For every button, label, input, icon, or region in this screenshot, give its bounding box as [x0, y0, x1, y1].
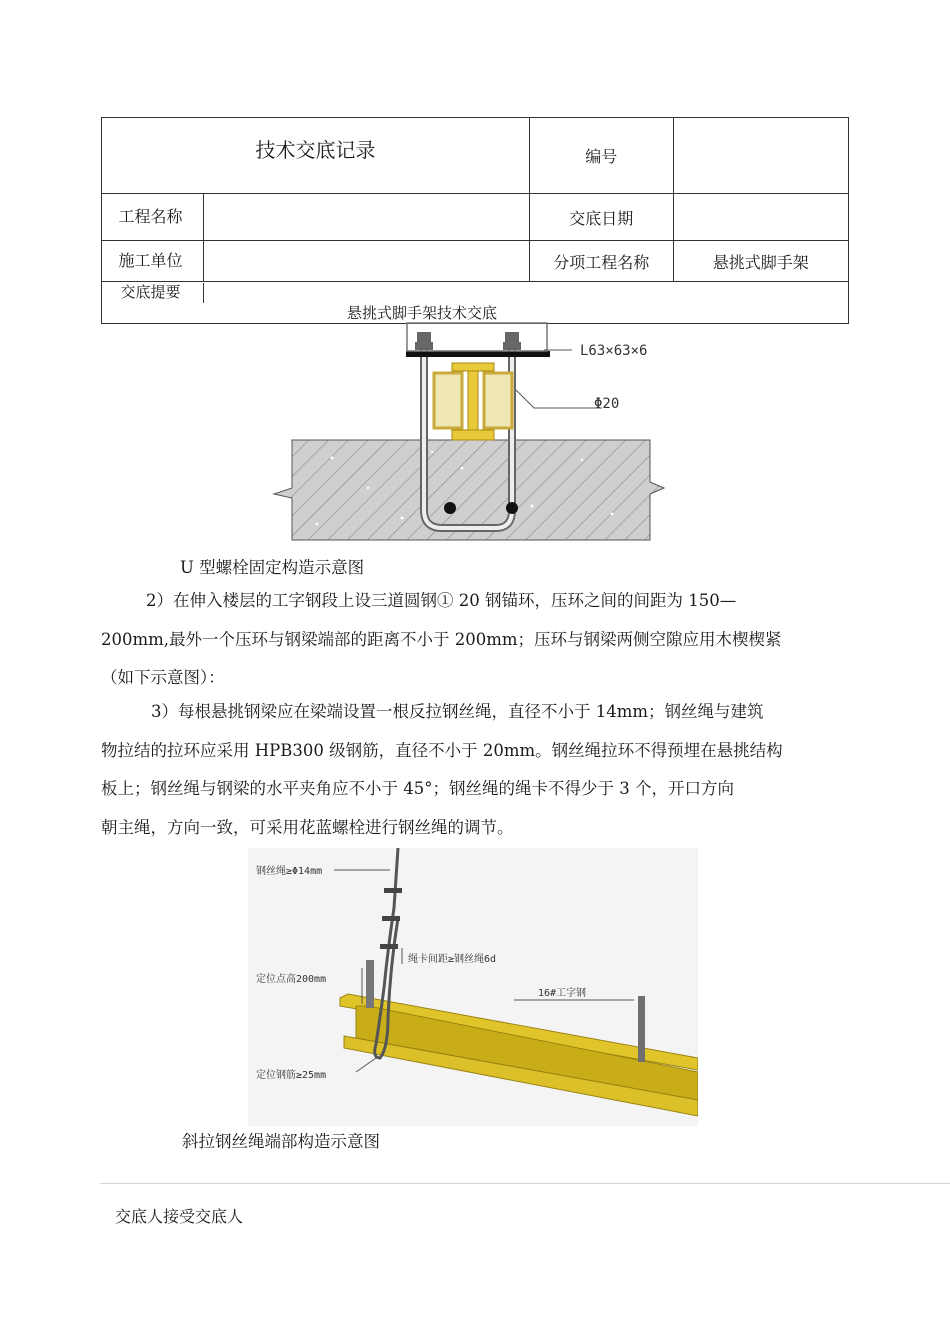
- date-label: 交底日期: [529, 194, 673, 241]
- cell-divider: [203, 283, 204, 303]
- footer-separator: [100, 1183, 950, 1184]
- cell-divider: [203, 194, 204, 240]
- figure1-caption: U 型螺栓固定构造示意图: [180, 558, 365, 577]
- wire-rope-diagram: [248, 848, 698, 1126]
- label-rope: 钢丝绳≥Φ14mm: [256, 866, 323, 877]
- rebar-positioning-right: [638, 996, 645, 1062]
- rebar-positioning-left: [366, 960, 374, 1008]
- number-value: [673, 118, 849, 194]
- label-position-point: 定位点高200mm: [256, 974, 327, 985]
- label-rod: Φ20: [594, 396, 620, 412]
- p2-line3: （如下示意图）：: [101, 668, 225, 687]
- p3-line1: 3）每根悬挑钢梁应在梁端设置一根反拉钢丝绳，直径不小于 14mm；钢丝绳与建筑: [151, 702, 764, 721]
- i-beam-flange-bottom: [452, 430, 494, 440]
- i-beam-flange-top: [452, 363, 494, 371]
- number-label: 编号: [529, 118, 673, 194]
- summary-value: 悬挑式脚手架技术交底: [346, 304, 497, 322]
- wood-block-right: [484, 373, 512, 428]
- nuts: [415, 332, 521, 350]
- unit-row: [102, 241, 530, 282]
- paragraph-3: [101, 693, 851, 847]
- project-name-row: [102, 194, 530, 241]
- p3-line4: 朝主绳，方向一致，可采用花蓝螺栓进行钢丝绳的调节。: [101, 817, 514, 837]
- wood-block-left: [434, 373, 462, 428]
- i-beam-web: [468, 371, 478, 433]
- label-position-rebar: 定位钢筋≥25mm: [256, 1070, 327, 1081]
- rebar-right: [506, 502, 518, 514]
- label-beam: 16#工字钢: [538, 988, 587, 999]
- unit-label: 施工单位: [118, 250, 183, 270]
- record-title: 技术交底记录: [255, 138, 376, 162]
- rebar-left: [444, 502, 456, 514]
- signature-line: 交底人接受交底人: [115, 1207, 244, 1226]
- label-clip: 绳卡间距≥钢丝绳6d: [408, 954, 497, 965]
- record-title-cell: [102, 118, 530, 194]
- project-name-label: 工程名称: [118, 206, 183, 226]
- date-value: [673, 194, 849, 241]
- sub-project-label: 分项工程名称: [529, 241, 673, 282]
- angle-steel: [406, 351, 550, 357]
- leader-rod: [516, 390, 602, 408]
- sub-project-value: 悬挑式脚手架: [673, 241, 849, 282]
- summary-label: 交底提要: [120, 283, 181, 301]
- p2-line1: 2）在伸入楼层的工字钢段上设三道圆钢① 20 钢锚环，压环之间的间距为 150—: [146, 591, 737, 610]
- paragraph-2: [101, 582, 851, 698]
- cell-divider: [203, 241, 204, 281]
- label-angle: L63×63×6: [580, 343, 648, 359]
- p3-line2: 物拉结的拉环应采用 HPB300 级钢筋，直径不小于 20mm。钢丝绳拉环不得预埋在悬挑结构: [101, 740, 783, 760]
- p2-line2: 200mm,最外一个压环与钢梁端部的距离不小于 200mm；压环与钢梁两侧空隙应用木楔楔紧: [101, 629, 782, 649]
- figure2-caption: 斜拉钢丝绳端部构造示意图: [182, 1132, 380, 1151]
- header-table: [101, 117, 849, 324]
- p3-line3: 板上；钢丝绳与钢梁的水平夹角应不小于 45°；钢丝绳的绳卡不得少于 3 个，开口方向: [101, 779, 734, 798]
- u-bolt-diagram: [272, 318, 672, 554]
